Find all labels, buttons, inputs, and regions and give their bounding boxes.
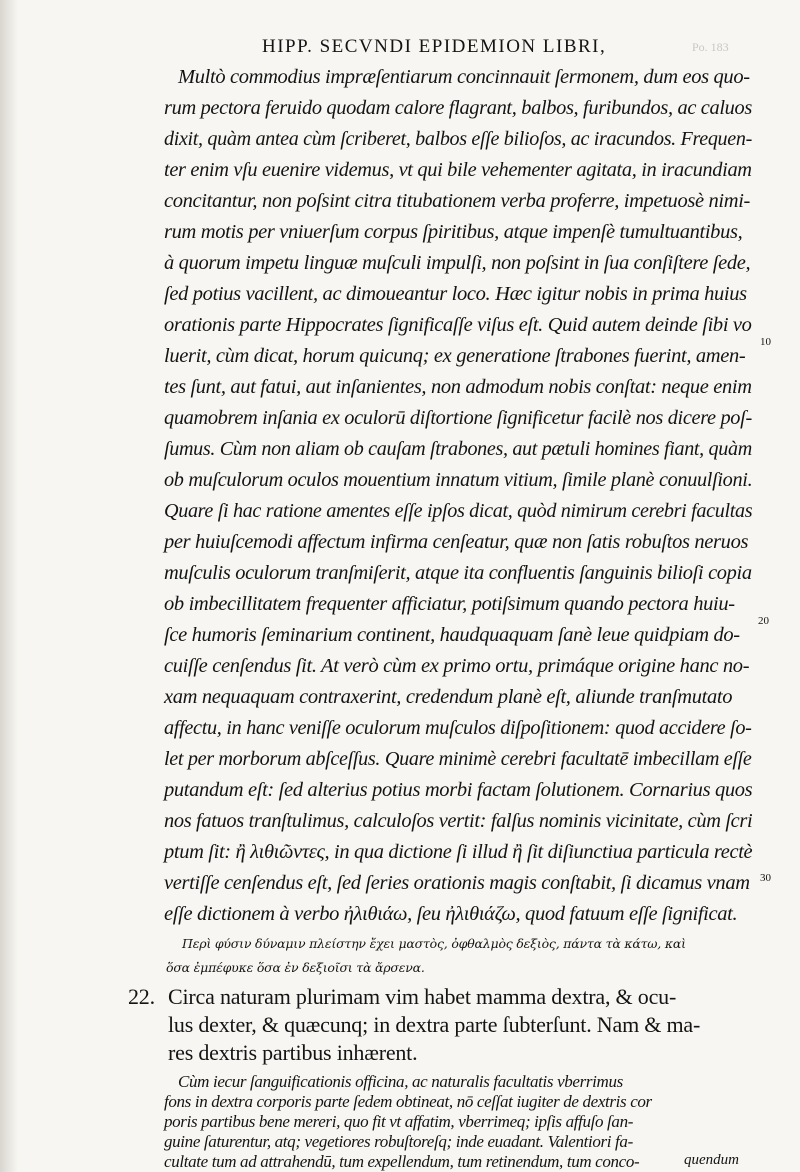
text-line: ptum ſit: ἢ λιθιῶντες, in qua dictione ſi illud ἢ ſit diſiunctiua particula rectè	[164, 841, 753, 863]
text-line: ſce humoris ſeminarium continent, haudquaquam ſanè leue quidpiam do-	[164, 624, 740, 646]
text-line: fons in dextra corporis parte ſedem obtineat, nō ceſſat iugiter de dextris cor	[164, 1092, 652, 1111]
text-line: Cùm iecur ſanguificationis officina, ac naturalis facultatis vberrimus	[178, 1072, 623, 1091]
text-line: rum pectora feruido quodam calore flagrant, balbos, furibundos, ac caluos	[164, 97, 752, 119]
text-line: tes ſunt, aut fatui, aut inſanientes, non admodum nobis conſtat: neque enim	[164, 376, 752, 398]
aphorism-number: 22.	[128, 984, 155, 1009]
text-line: ſumus. Cùm non aliam ob cauſam ſtrabones, aut pætuli homines fiant, quàm	[164, 438, 752, 460]
text-line: Multò commodius impræſentiarum concinnauit ſermonem, dum eos quo-	[178, 66, 750, 88]
text-line: luerit, cùm dicat, horum quicunq; ex generatione ſtrabones fuerint, amen-	[164, 345, 746, 367]
aphorism-line: Circa naturam plurimam vim habet mamma dextra, & ocu-	[168, 984, 677, 1009]
aphorism-line: lus dexter, & quæcunq; in dextra parte ſubterſunt. Nam & ma-	[168, 1012, 701, 1037]
margin-line-number: 30	[760, 872, 771, 884]
margin-line-number: 10	[760, 336, 771, 348]
text-line: muſculis oculorum tranſmiſerit, atque ita confluentis ſanguinis bilioſi copia	[164, 562, 752, 584]
text-line: cuiſſe cenſendus ſit. At verò cùm ex primo ortu, primáque origine hanc no-	[164, 655, 750, 677]
text-line: cultate tum ad attrahendū, tum expellendum, tum retinendum, tum conco-	[164, 1152, 640, 1171]
aphorism-line: res dextris partibus inhærent.	[168, 1040, 418, 1065]
text-line: ſed potius vacillent, ac dimoueantur loco. Hæc igitur nobis in prima huius	[164, 283, 747, 305]
text-line: à quorum impetu linguæ muſculi impulſi, non poſsint in ſua conſiſtere ſede,	[164, 252, 751, 274]
text-line: ob imbecillitatem frequenter afficiatur, potiſsimum quando pectora huiu-	[164, 593, 735, 615]
text-line: affectu, in hanc veniſſe oculorum muſculos diſpoſitionem: quod accidere ſo-	[164, 717, 752, 739]
text-line: xam nequaquam contraxerint, credendum planè eſt, aliunde tranſmutato	[164, 686, 733, 708]
catchword: quendum	[684, 1152, 739, 1168]
text-line: Quare ſi hac ratione amentes eſſe ipſos dicat, quòd nimirum cerebri facultas	[164, 500, 753, 522]
text-line: dixit, quàm antea cùm ſcriberet, balbos eſſe bilioſos, ac iracundos. Frequen-	[164, 128, 752, 150]
text-line: guine ſaturentur, atq; vegetiores robuſtoreſq; inde euadant. Valentiori fa-	[164, 1132, 633, 1151]
text-line: rum motis per vniuerſum corpus ſpiritibus, atque impenſè tumultuantibus,	[164, 221, 743, 243]
text-line: putandum eſt: ſed alterius potius morbi factam ſolutionem. Cornarius quos	[164, 779, 753, 801]
text-line: nos fatuos tranſtulimus, calculoſos vertit: falſus nominis vicinitate, cùm ſcri	[164, 810, 753, 832]
text-line: let per morborum abſceſſus. Quare minimè cerebri facultatē imbecillam eſſe	[164, 748, 752, 770]
text-line: eſſe dictionem à verbo ἠλιθιάω, ſeu ἠλιθιάζω, quod fatuum eſſe ſignificat.	[164, 903, 738, 925]
text-line: per huiuſcemodi affectum infirma cenſeatur, quæ non ſatis robuſtos neruos	[164, 531, 749, 553]
text-line: vertiſſe cenſendus eſt, ſed ſeries orationis magis conſtabit, ſi dicamus vnam	[164, 872, 750, 894]
greek-line: ὅσα ἐμπέφυκε ὅσα ἐν δεξιοῖσι τὰ ἄρσενα.	[166, 960, 425, 975]
greek-line: Περὶ φύσιν δύναμιν πλείστην ἔχει μαστὸς, ὀφθαλμὸς δεξιὸς, πάντα τὰ κάτω, καὶ	[182, 936, 686, 951]
text-line: ter enim vſu euenire videmus, vt qui bile vehementer agitata, in iracundiam	[164, 159, 752, 181]
text-line: quamobrem inſania ex oculorū diſtortione ſignificetur facilè nos dicere poſ-	[164, 407, 752, 429]
text-line: poris partibus bene mereri, quo fit vt affatim, vberrimeq; ipſis affuſo ſan-	[164, 1112, 634, 1131]
running-title: HIPP. SECVNDI EPIDEMION LIBRI,	[262, 36, 607, 57]
faint-page-number: Po. 183	[692, 40, 729, 54]
text-line: orationis parte Hippocrates ſignificaſſe viſus eſt. Quid autem deinde ſibi vo	[164, 314, 752, 336]
page-gutter-shadow	[0, 0, 18, 1172]
text-line: concitantur, non poſsint citra titubationem verba proferre, impetuosè nimi-	[164, 190, 751, 212]
text-line: ob muſculorum oculos mouentium innatum vitium, ſimile planè conuulſioni.	[164, 469, 753, 491]
margin-line-number: 20	[758, 615, 769, 627]
